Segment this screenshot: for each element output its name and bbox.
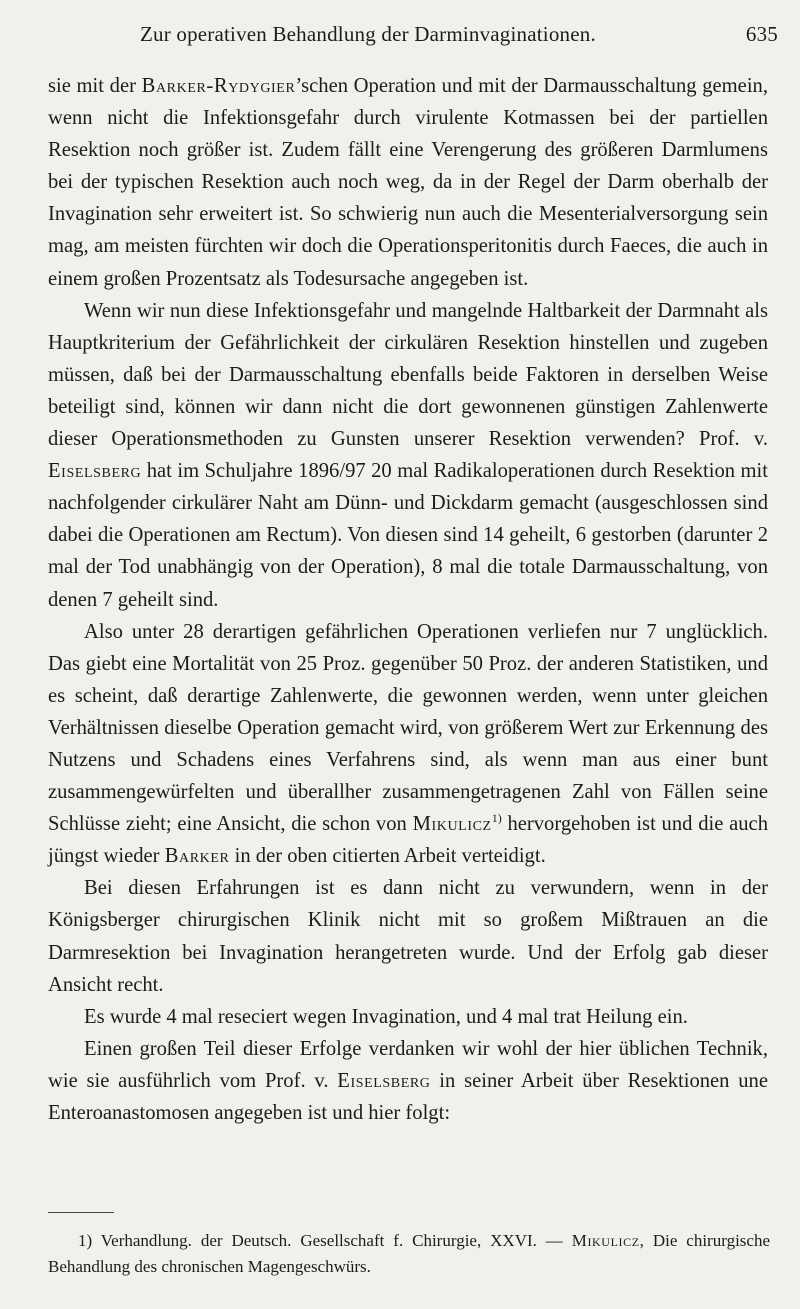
footnote-marker: 1)	[491, 811, 502, 826]
text-run: in der oben citierten Arbeit verteidigt.	[229, 845, 546, 868]
paragraph	[48, 1001, 768, 1033]
paragraph	[48, 616, 768, 873]
text-run: hervorgehoben ist und die auch jüngst wieder	[48, 813, 768, 868]
text-run: hat im Schuljahre 1896/97 20 mal Radikaloperationen durch Resektion mit nachfolgender cirkulärer Naht am Dünn- und Dickdarm gemacht (ausgeschlossen sind dabei die Operationen am Rectum). Von diesen sind 14 geheilt, 6 gestorben (darunter 2 mal der Tod unabhängig von der Operation), 8 mal die totale Darmausschaltung, von denen 7 geheilt sind.	[48, 460, 768, 611]
author-name: Barker	[164, 845, 230, 868]
page-header	[140, 22, 780, 52]
text-run: Es wurde 4 mal reseciert wegen Invagination, und 4 mal trat Heilung ein.	[84, 1005, 688, 1028]
author-name: Mikulicz	[412, 813, 492, 836]
text-run: sie mit der	[48, 75, 142, 97]
author-name: Eiselsberg	[48, 460, 142, 483]
running-title: Zur operativen Behandlung der Darminvaginationen.	[140, 22, 596, 46]
footnote-divider	[48, 1212, 114, 1213]
author-name: Mikulicz	[571, 1231, 640, 1250]
body-text	[48, 70, 768, 1129]
text-run: ’schen Operation und mit der Darmausschaltung gemein, wenn nicht die Infektionsgefahr durch virulente Kotmassen bei der partiellen Resektion noch größer ist. Zudem fällt eine Verengerung des größeren Darmlumens bei der typischen Resektion auch noch weg, da in der Regel der Darm oberhalb der Invagination sehr erweitert ist. So schwierig nun auch die Mesenterialversorgung sein mag, am meisten fürchten wir doch die Operationsperitonitis durch Faeces, die auch in einem großen Prozentsatz als Todesursache angegeben ist.	[48, 75, 768, 290]
paragraph	[48, 70, 768, 295]
page-number: 635	[745, 22, 778, 46]
text-run: , Die chirurgische Behandlung des chronischen Magengeschwürs.	[48, 1231, 770, 1276]
text-run: Wenn wir nun diese Infektionsgefahr und mangelnde Haltbarkeit der Darmnaht als Hauptkriterium der Gefährlichkeit der cirkulären Resektion hinstellen und zugeben müssen, daß bei der Darmausschaltung ebenfalls beide Faktoren in derselben Weise beteiligt sind, können wir dann nicht die dort gewonnenen günstigen Zahlenwerte dieser Operationsmethoden zu Gunsten unserer Resektion verwenden? Prof. v.	[48, 299, 768, 451]
paragraph	[48, 872, 768, 1000]
paragraph	[48, 1033, 768, 1129]
footnote	[48, 1228, 770, 1280]
footnote-text	[48, 1228, 770, 1280]
text-run: Einen großen Teil dieser Erfolge verdanken wir wohl der hier üblichen Technik, wie sie ausführlich vom Prof. v.	[48, 1037, 768, 1092]
text-run: in seiner Arbeit über Resektionen une Enteroanastomosen angegeben ist und hier folgt:	[48, 1069, 768, 1124]
paragraph	[48, 295, 768, 616]
author-name: Eiselsberg	[337, 1069, 431, 1092]
author-name: Barker-Rydygier	[141, 75, 296, 97]
text-run: Also unter 28 derartigen gefährlichen Operationen verliefen nur 7 unglücklich. Das giebt eine Mortalität von 25 Proz. gegenüber 50 Proz. der anderen Statistiken, und es scheint, daß derartige Zahlenwerte, die gewonnen werden, wenn unter gleichen Verhältnissen dieselbe Operation gemacht wird, von größerem Wert zur Erkennung des Nutzens und Schadens eines Verfahrens sind, als wenn man aus einer bunt zusammengewürfelten und überallher zusammengetragenen Zahl von Fällen seine Schlüsse zieht; eine Ansicht, die schon von	[48, 620, 768, 836]
text-run: Bei diesen Erfahrungen ist es dann nicht zu verwundern, wenn in der Königsberger chirurgischen Klinik nicht mit so großem Mißtrauen an die Darmresektion bei Invagination herangetreten wurde. Und der Erfolg gab dieser Ansicht recht.	[48, 877, 768, 996]
text-run: 1) Verhandlung. der Deutsch. Gesellschaft f. Chirurgie, XXVI. —	[78, 1231, 572, 1250]
